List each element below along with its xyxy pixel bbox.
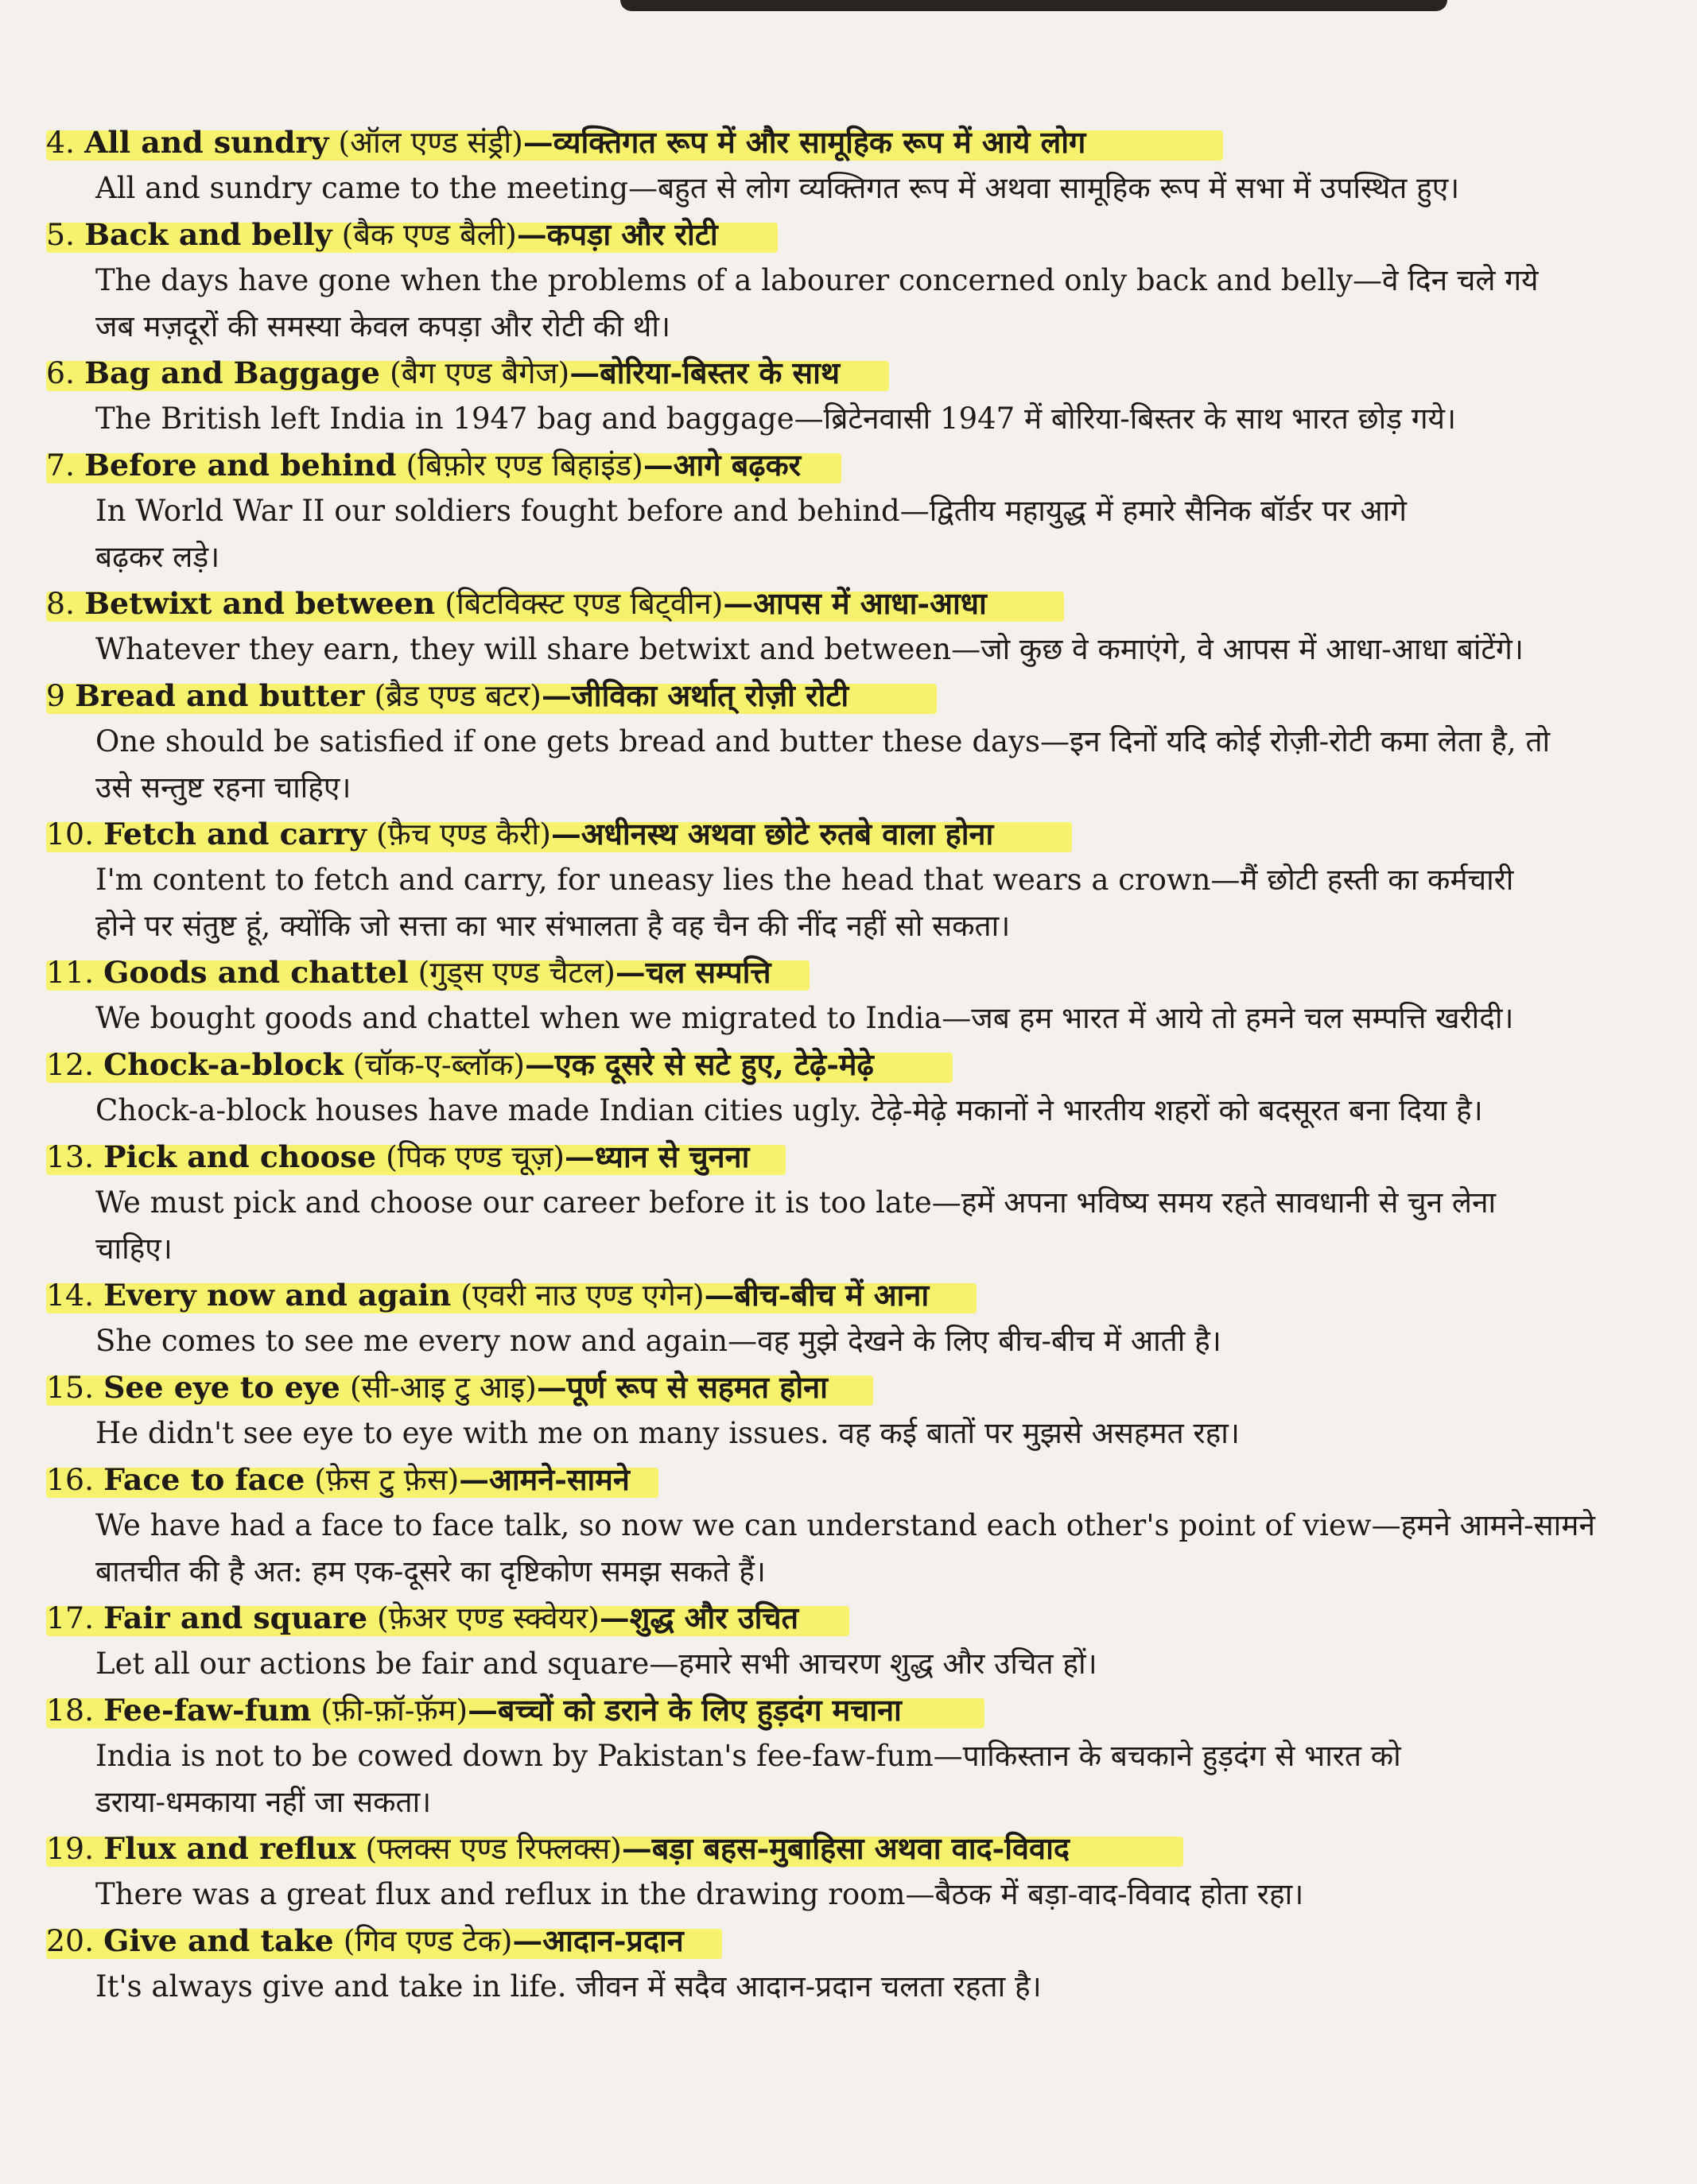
idiom-example [46,1503,1637,1595]
example-line: We must pick and choose our career before it is too late—हमें अपना भविष्य समय रहते सावधानी से चुन लेना [95,1185,1497,1220]
idiom-term: Before and behind [84,447,397,483]
idiom-number: 7. [46,448,76,483]
idiom-heading [46,1272,1637,1318]
idiom-term: Pick and choose [103,1139,377,1174]
idiom-term: Fetch and carry [103,816,367,851]
example-line: बढ़कर लड़े। [95,540,220,574]
idiom-example [46,1641,1637,1687]
idiom-term: Flux and reflux [103,1830,356,1866]
example-line: It's always give and take in life. जीवन में सदैव आदान-प्रदान चलता रहता है। [95,1969,1042,2004]
example-line: One should be satisfied if one gets bread and butter these days—इन दिनों यदि कोई रोज़ी-रोटी कमा लेता है, तो [95,724,1551,758]
idiom-example [46,995,1637,1042]
idiom-entry [46,1272,1637,1364]
example-line: We have had a face to face talk, so now we can understand each other's point of view—हमने आमने-सामने [95,1508,1595,1542]
idiom-meaning: —जीविका अर्थात् रोज़ी रोटी [541,677,849,713]
example-line: Let all our actions be fair and square—हमारे सभी आचरण शुद्ध और उचित हों। [95,1647,1097,1681]
idiom-example [46,626,1637,673]
idiom-meaning: —आमने-सामने [459,1461,630,1497]
idiom-pronunciation: (ऑल एण्ड संड्री) [338,125,523,160]
example-line: डराया-धमकाया नहीं जा सकता। [95,1785,432,1819]
idiom-heading [46,811,1637,857]
idiom-meaning: —पूर्ण रूप से सहमत होना [536,1369,828,1405]
idiom-meaning: —बीच-बीच में आना [704,1277,930,1313]
idiom-term: All and sundry [84,124,329,160]
idiom-term: Back and belly [84,216,332,252]
idiom-example [46,1872,1637,1918]
idiom-entry [46,673,1637,811]
idiom-term: Fair and square [103,1600,368,1635]
idiom-term: Give and take [103,1922,334,1958]
idiom-heading [46,1457,1637,1503]
idiom-pronunciation: (सी-आइ टु आइ) [349,1370,537,1405]
idiom-heading [46,580,1637,626]
idiom-meaning: —बड़ा बहस-मुबाहिसा अथवा वाद-विवाद [621,1830,1070,1866]
idiom-pronunciation: (गुड्स एण्ड चैटल) [417,955,616,990]
idiom-number: 15. [46,1370,95,1405]
example-line: चाहिए। [95,1232,173,1266]
idiom-term: Bread and butter [75,677,365,713]
idiom-number: 4. [46,125,76,160]
idiom-number: 13. [46,1139,95,1174]
idiom-pronunciation: (पिक एण्ड चूज़) [386,1139,565,1174]
idiom-pronunciation: (फ्लक्स एण्ड रिफ्लक्स) [365,1831,622,1866]
idiom-number: 11. [46,955,95,990]
page-top-shadow [620,0,1447,11]
idiom-entry [46,580,1637,673]
idiom-number: 5. [46,217,76,252]
idiom-number: 18. [46,1693,95,1728]
example-line: The days have gone when the problems of a labourer concerned only back and belly—वे दिन चले गये [95,263,1539,297]
example-line: The British left India in 1947 bag and baggage—ब्रिटेनवासी 1947 में बोरिया-बिस्तर के साथ भारत छोड़ गये। [95,401,1457,436]
idiom-example [46,1088,1637,1134]
idiom-heading [46,211,1637,258]
idiom-example [46,719,1637,811]
idiom-entry [46,1134,1637,1272]
idiom-term: Chock-a-block [103,1046,344,1082]
idiom-heading [46,1687,1637,1733]
idiom-entry [46,211,1637,350]
idiom-list [46,119,1637,2010]
idiom-pronunciation: (एवरी नाउ एण्ड एगेन) [460,1278,705,1313]
idiom-entry [46,1042,1637,1134]
idiom-meaning: —एक दूसरे से सटे हुए, टेढ़े-मेढ़े [525,1046,874,1082]
idiom-term: Betwixt and between [84,585,436,621]
idiom-meaning: —आगे बढ़कर [643,447,802,483]
idiom-pronunciation: (गिव एण्ड टेक) [343,1923,513,1958]
idiom-heading [46,442,1637,488]
example-line: There was a great flux and reflux in the drawing room—बैठक में बड़ा-वाद-विवाद होता रहा। [95,1877,1304,1911]
idiom-pronunciation: (फ़ैच एण्ड कैरी) [375,817,551,851]
idiom-number: 9 [46,678,66,713]
idiom-example [46,1318,1637,1364]
idiom-meaning: —बोरिया-बिस्तर के साथ [569,355,841,390]
idiom-example [46,857,1637,949]
example-line: जब मज़दूरों की समस्या केवल कपड़ा और रोटी की थी। [95,309,671,343]
idiom-pronunciation: (चॉक-ए-ब्लॉक) [352,1047,525,1082]
example-line: She comes to see me every now and again—वह मुझे देखने के लिए बीच-बीच में आती है। [95,1324,1221,1358]
idiom-entry [46,1364,1637,1457]
idiom-term: Every now and again [103,1277,452,1313]
idiom-meaning: —व्यक्तिगत रूप में और सामूहिक रूप में आये लोग [522,124,1086,160]
idiom-term: Bag and Baggage [84,355,380,390]
idiom-entry [46,442,1637,580]
idiom-example [46,258,1637,350]
example-line: We bought goods and chattel when we migrated to India—जब हम भारत में आये तो हमने चल सम्पत्ति खरीदी। [95,1001,1514,1035]
idiom-meaning: —चल सम्पत्ति [615,954,771,990]
idiom-term: Fee-faw-fum [103,1692,312,1728]
idiom-pronunciation: (बिटविक्स्ट एण्ड बिट्वीन) [445,586,724,621]
idiom-number: 8. [46,586,76,621]
idiom-example [46,1180,1637,1272]
idiom-heading [46,1364,1637,1410]
idiom-number: 14. [46,1278,95,1313]
idiom-number: 17. [46,1600,95,1635]
idiom-meaning: —बच्चों को डराने के लिए हुड़दंग मचाना [468,1692,902,1728]
idiom-example [46,1410,1637,1457]
example-line: Whatever they earn, they will share betwixt and between—जो कुछ वे कमाएंगे, वे आपस में आधा-आधा बांटेंगे। [95,632,1524,666]
idiom-entry [46,1918,1637,2010]
idiom-term: Goods and chattel [103,954,409,990]
idiom-heading [46,1918,1637,1964]
idiom-meaning: —ध्यान से चुनना [565,1139,750,1174]
idiom-meaning: —शुद्ध और उचित [599,1600,799,1635]
idiom-pronunciation: (बैक एण्ड बैली) [341,217,517,252]
idiom-number: 16. [46,1462,95,1497]
idiom-term: See eye to eye [103,1369,340,1405]
example-line: बातचीत की है अत: हम एक-दूसरे का दृष्टिकोण समझ सकते हैं। [95,1554,766,1589]
idiom-heading [46,1134,1637,1180]
idiom-term: Face to face [103,1461,305,1497]
example-line: India is not to be cowed down by Pakistan's fee-faw-fum—पाकिस्तान के बचकाने हुड़दंग से भारत को [95,1739,1401,1773]
idiom-pronunciation: (फ़ेस टु फ़ेस) [314,1462,460,1497]
idiom-meaning: —आदान-प्रदान [512,1922,684,1958]
idiom-number: 20. [46,1923,95,1958]
idiom-number: 19. [46,1831,95,1866]
idiom-example [46,1733,1637,1825]
idiom-pronunciation: (फ़ी-फ़ॉ-फ़ॅम) [320,1693,468,1728]
idiom-entry [46,350,1637,442]
idiom-entry [46,811,1637,949]
idiom-entry [46,949,1637,1042]
example-line: Chock-a-block houses have made Indian cities ugly. टेढ़े-मेढ़े मकानों ने भारतीय शहरों को बदसूरत बना दिया है। [95,1093,1483,1127]
idiom-heading [46,1042,1637,1088]
idiom-example [46,165,1637,211]
idiom-pronunciation: (बैग एण्ड बैगेज) [389,355,570,390]
idiom-number: 6. [46,355,76,390]
idiom-pronunciation: (बिफ़ोर एण्ड बिहाइंड) [406,448,643,483]
idiom-heading [46,949,1637,995]
idiom-entry [46,1687,1637,1825]
idiom-number: 12. [46,1047,95,1082]
idiom-heading [46,1595,1637,1641]
idiom-meaning: —कपड़ा और रोटी [516,216,718,252]
idiom-entry [46,119,1637,211]
idiom-meaning: —आपस में आधा-आधा [723,585,987,621]
example-line: In World War II our soldiers fought before and behind—द्वितीय महायुद्ध में हमारे सैनिक बॉर्डर पर आगे [95,494,1408,528]
idiom-meaning: —अधीनस्थ अथवा छोटे रुतबे वाला होना [550,816,994,851]
example-line: I'm content to fetch and carry, for uneasy lies the head that wears a crown—मैं छोटी हस्ती का कर्मचारी [95,863,1514,897]
idiom-example [46,488,1637,580]
example-line: होने पर संतुष्ट हूं, क्योंकि जो सत्ता का भार संभालता है वह चैन की नींद नहीं सो सकता। [95,909,1011,943]
idiom-heading [46,1825,1637,1872]
idiom-entry [46,1457,1637,1595]
idiom-entry [46,1825,1637,1918]
idiom-pronunciation: (ब्रैड एण्ड बटर) [374,678,542,713]
idiom-heading [46,119,1637,165]
idiom-example [46,396,1637,442]
idiom-pronunciation: (फ़ेअर एण्ड स्क्वेयर) [377,1600,600,1635]
idiom-entry [46,1595,1637,1687]
example-line: उसे सन्तुष्ट रहना चाहिए। [95,770,351,805]
idiom-heading [46,673,1637,719]
idiom-heading [46,350,1637,396]
idiom-number: 10. [46,817,95,851]
example-line: He didn't see eye to eye with me on many issues. वह कई बातों पर मुझसे असहमत रहा। [95,1416,1240,1450]
example-line: All and sundry came to the meeting—बहुत से लोग व्यक्तिगत रूप में अथवा सामूहिक रूप में सभा में उपस्थित हुए। [95,171,1460,205]
idiom-example [46,1964,1637,2010]
